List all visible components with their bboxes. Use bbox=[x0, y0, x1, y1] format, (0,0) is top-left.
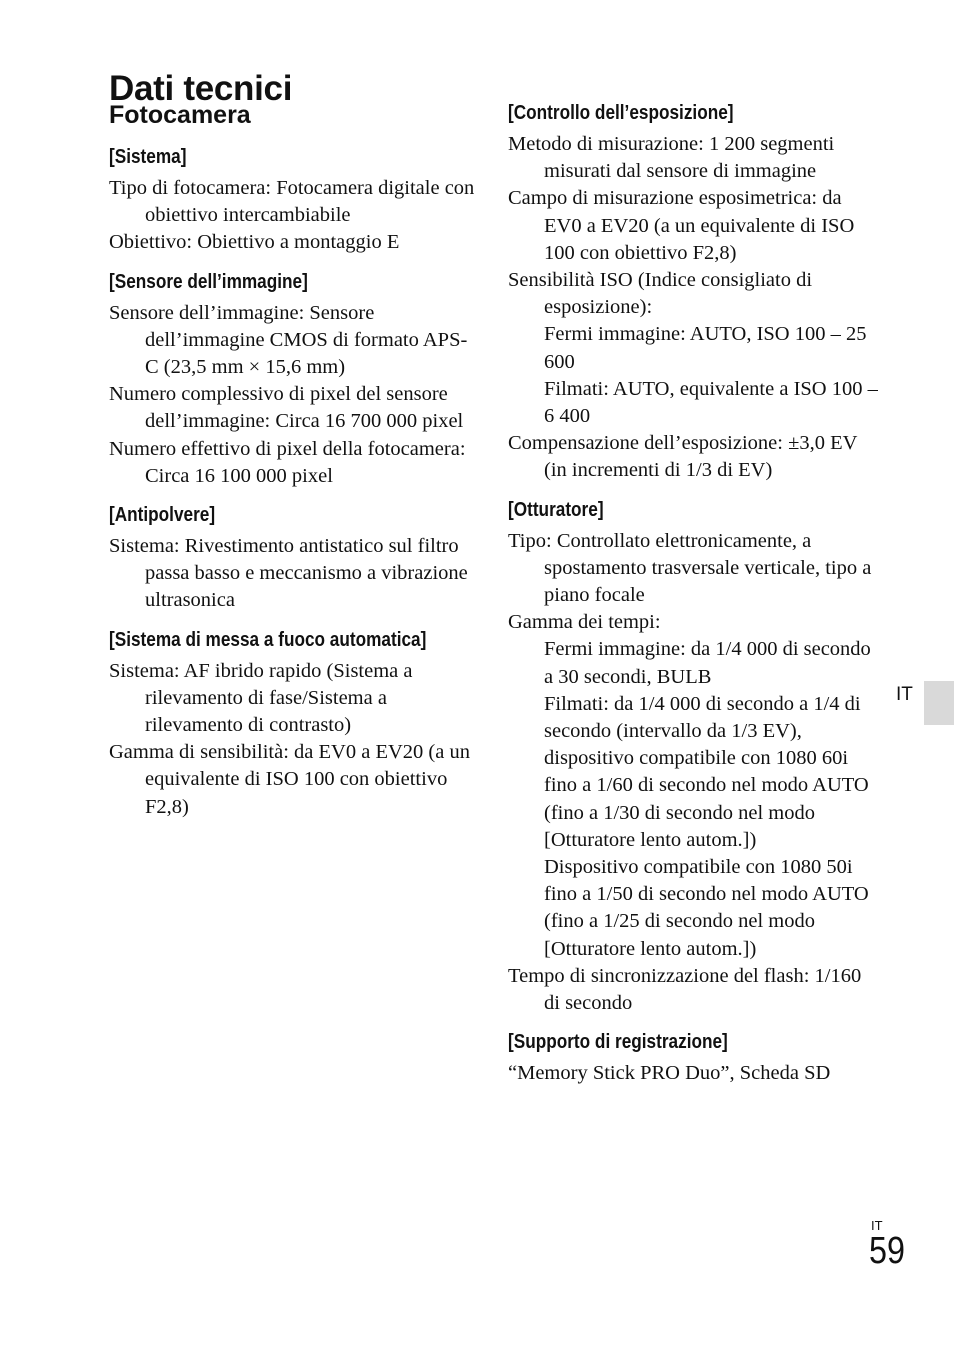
spec-effective-pixels: Numero effettivo di pixel della fotocamera: Circa 16 100 000 pixel bbox=[109, 437, 466, 487]
language-tab bbox=[924, 681, 954, 725]
spec-shutter-still: Fermi immagine: da 1/4 000 di secondo a 30 secondi, BULB bbox=[544, 638, 871, 688]
spec-shutter-1080-60i: dispositivo compatibile con 1080 60i fino a 1/60 di secondo nel modo AUTO (fino a 1/30 di secondo nel modo [Otturatore lento autom.]) bbox=[544, 747, 869, 851]
spec-total-pixels: Numero complessivo di pixel del sensore dell’immagine: Circa 16 700 000 pixel bbox=[109, 383, 464, 433]
spec-recording-media: “Memory Stick PRO Duo”, Scheda SD bbox=[508, 1062, 831, 1085]
spec-camera-type: Tipo di fotocamera: Fotocamera digitale con obiettivo intercambiabile bbox=[109, 177, 475, 227]
spec-shutter-movie: Filmati: da 1/4 000 di secondo a 1/4 di secondo (intervallo da 1/3 EV), bbox=[544, 692, 861, 743]
heading-otturatore: [Otturatore] bbox=[508, 498, 604, 521]
page-number: 59 bbox=[869, 1230, 905, 1272]
footer-language: IT bbox=[871, 1218, 883, 1233]
heading-autofocus: [Sistema di messa a fuoco automatica] bbox=[109, 628, 427, 651]
spec-shutter-type: Tipo: Controllato elettronicamente, a spostamento trasversale verticale, tipo a piano focale bbox=[508, 529, 872, 607]
spec-iso-label: Sensibilità ISO (Indice consigliato di esposizione): bbox=[508, 269, 813, 319]
language-tab-label: IT bbox=[896, 684, 913, 705]
spec-iso-still: Fermi immagine: AUTO, ISO 100 – 25 600 bbox=[544, 323, 867, 373]
spec-af-system: Sistema: AF ibrido rapido (Sistema a rilevamento di fase/Sistema a rilevamento di contrasto) bbox=[109, 659, 413, 737]
right-column bbox=[508, 100, 878, 1088]
spec-iso-movie: Filmati: AUTO, equivalente a ISO 100 – 6 400 bbox=[544, 377, 878, 428]
spec-exposure-comp: Compensazione dell’esposizione: ±3,0 EV (in incrementi di 1/3 di EV) bbox=[508, 432, 858, 482]
heading-supporto: [Supporto di registrazione] bbox=[508, 1031, 728, 1054]
spec-lens: Obiettivo: Obiettivo a montaggio E bbox=[109, 231, 400, 254]
heading-antipolvere: [Antipolvere] bbox=[109, 504, 216, 527]
heading-sensore: [Sensore dell’immagine] bbox=[109, 270, 308, 293]
spec-metering: Metodo di misurazione: 1 200 segmenti misurati dal sensore di immagine bbox=[508, 133, 835, 183]
spec-dust-system: Sistema: Rivestimento antistatico sul filtro passa basso e meccanismo a vibrazione ultrasonica bbox=[109, 535, 468, 612]
page-title: Dati tecnici bbox=[109, 69, 293, 109]
spec-flash-sync: Tempo di sincronizzazione del flash: 1/160 di secondo bbox=[508, 964, 862, 1015]
spec-af-range: Gamma di sensibilità: da EV0 a EV20 (a un equivalente di ISO 100 con obiettivo F2,8) bbox=[109, 741, 470, 818]
spec-metering-range: Campo di misurazione esposimetrica: da EV0 a EV20 (a un equivalente di ISO 100 con obiettivo F2,8) bbox=[508, 187, 855, 264]
spec-image-sensor: Sensore dell’immagine: Sensore dell’immagine CMOS di formato APS-C (23,5 mm × 15,6 mm) bbox=[109, 301, 468, 379]
spec-shutter-1080-50i: Dispositivo compatibile con 1080 50i fino a 1/50 di secondo nel modo AUTO (fino a 1/25 di secondo nel modo [Otturatore lento autom.]) bbox=[544, 856, 869, 960]
left-column bbox=[109, 144, 479, 821]
heading-sistema: [Sistema] bbox=[109, 146, 187, 168]
heading-esposizione: [Controllo dell’esposizione] bbox=[508, 102, 734, 124]
section-title: Fotocamera bbox=[109, 101, 251, 129]
spec-shutter-range-label: Gamma dei tempi: bbox=[508, 611, 661, 634]
